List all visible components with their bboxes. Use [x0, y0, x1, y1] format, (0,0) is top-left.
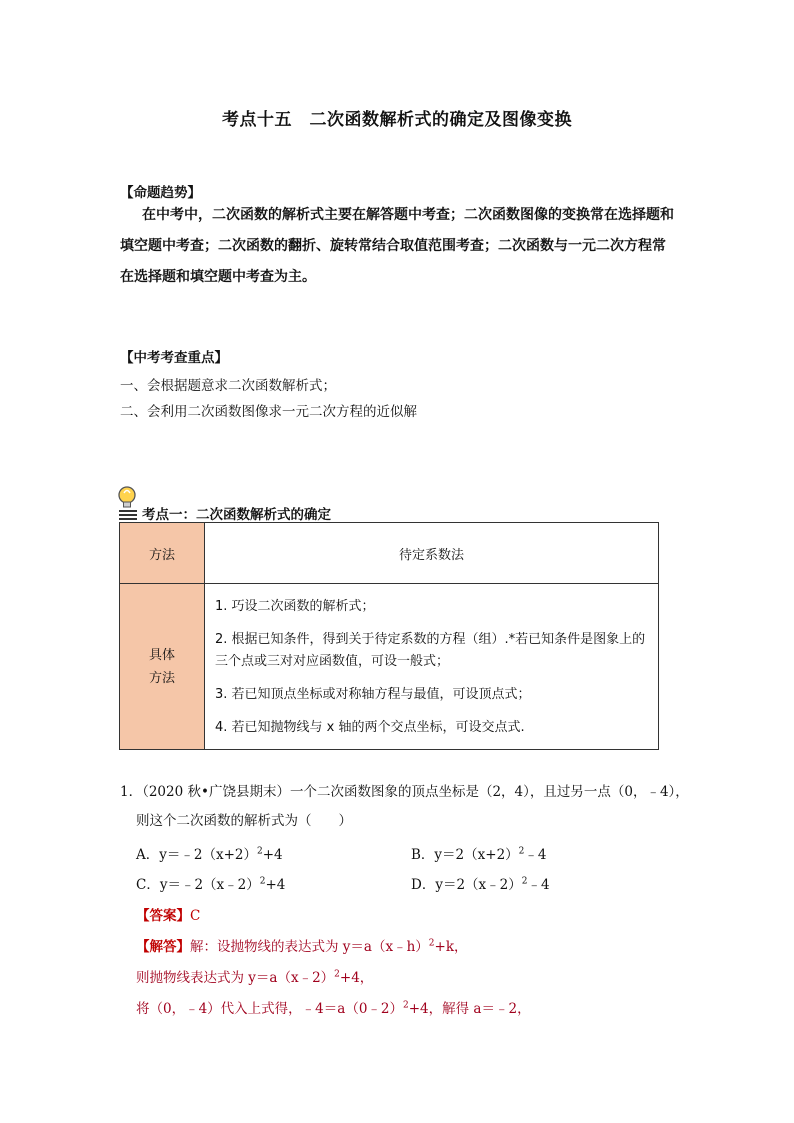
answer-label: 【答案】: [136, 908, 190, 924]
focus-heading: 【中考考查重点】: [120, 350, 228, 366]
solution-line-2: 则抛物线表达式为 y＝a（x﹣2）$^2$+4，: [136, 969, 374, 986]
trend-line-2: 填空题中考查；二次函数的翻折、旋转常结合取值范围考查；二次函数与一元二次方程常: [120, 238, 666, 254]
method-step-3: 3. 若已知顶点坐标或对称轴方程与最值，可设顶点式；: [215, 687, 531, 702]
trend-line-3: 在选择题和填空题中考查为主。: [120, 269, 316, 285]
question-stem-2: 则这个二次函数的解析式为（ ）: [136, 813, 352, 829]
question-line-1: [120, 780, 689, 800]
option-a: A．$y=﹣2(x+2)^2+4$: [136, 846, 283, 863]
method-table: [119, 522, 659, 750]
solution-line-3: 将（0，﹣4）代入上式得，﹣4＝a（0﹣2）$^2$+4，解得 a＝﹣2，: [136, 1000, 531, 1017]
answer-value: C: [190, 908, 201, 924]
method-step-2: 2. 根据已知条件，得到关于待定系数的方程（组）.*若已知条件是图象上的三个点或三对对应函数值，可设一般式；: [215, 632, 646, 669]
method-step-4: 4. 若已知抛物线与 x 轴的两个交点坐标，可设交点式.: [215, 720, 525, 735]
method-detail-label-2: 方法: [148, 670, 175, 686]
option-b: B．$y=2(x+2)^2﹣4$: [411, 846, 547, 863]
option-c: C．y＝﹣2（x﹣2）$^2$+4: [136, 876, 286, 893]
question-stem-1: （2020 秋•广饶县期末）一个二次函数图象的顶点坐标是（2，4），且过另一点（0，﹣4），: [142, 784, 689, 800]
lightbulb-icon: [117, 484, 139, 520]
method-header-label: 方法: [120, 523, 205, 584]
kp1-title: 考点一：二次函数解析式的确定: [142, 507, 331, 523]
option-d: D．y＝2（x﹣2）$^2$﹣4: [411, 876, 550, 893]
trend-heading: 【命题趋势】: [120, 185, 201, 201]
solution-line-1: 【解答】解：设抛物线的表达式为 y＝a（x﹣h）$^2$+k，: [136, 938, 468, 955]
trend-line-1: 在中考中，二次函数的解析式主要在解答题中考查；二次函数图像的变换常在选择题和: [142, 207, 674, 223]
page-title: 考点十五 二次函数解析式的确定及图像变换: [222, 110, 572, 130]
method-detail-label-1: 具体: [148, 647, 175, 663]
method-steps: [205, 584, 659, 750]
question-number: 1．: [120, 784, 143, 800]
method-step-1: 1. 巧设二次函数的解析式；: [215, 599, 375, 614]
solution-label: 【解答】: [136, 939, 190, 955]
focus-item-2: 二、会利用二次函数图像求一元二次方程的近似解: [120, 404, 417, 420]
focus-item-1: 一、会根据题意求二次函数解析式；: [120, 378, 336, 394]
answer-line: [136, 904, 200, 924]
method-header-value: 待定系数法: [205, 523, 659, 584]
method-detail-label: [120, 584, 205, 750]
